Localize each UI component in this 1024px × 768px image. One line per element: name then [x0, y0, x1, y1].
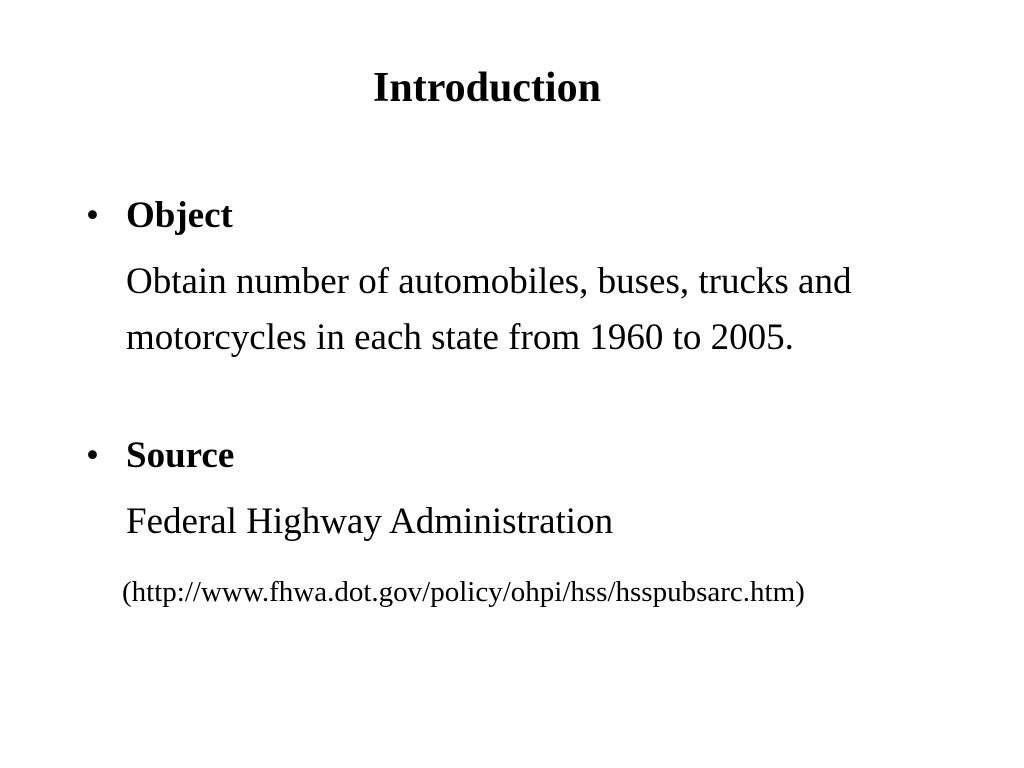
bullet-source [86, 434, 234, 478]
bullet-heading-source: Source [126, 435, 235, 476]
bullet-object [86, 194, 233, 238]
source-description: Federal Highway Administration [126, 501, 614, 542]
source-url: (http://www.fhwa.dot.gov/policy/ohpi/hss/hsspubsarc.htm) [122, 576, 805, 608]
bullet-heading-object: Object [126, 195, 233, 236]
object-description: Obtain number of automobiles, buses, trucks and motorcycles in each state from 1960 to 2005. [126, 261, 852, 358]
slide-title: Introduction [373, 65, 601, 111]
bullet-marker: • [86, 435, 99, 476]
bullet-marker: • [86, 195, 99, 236]
